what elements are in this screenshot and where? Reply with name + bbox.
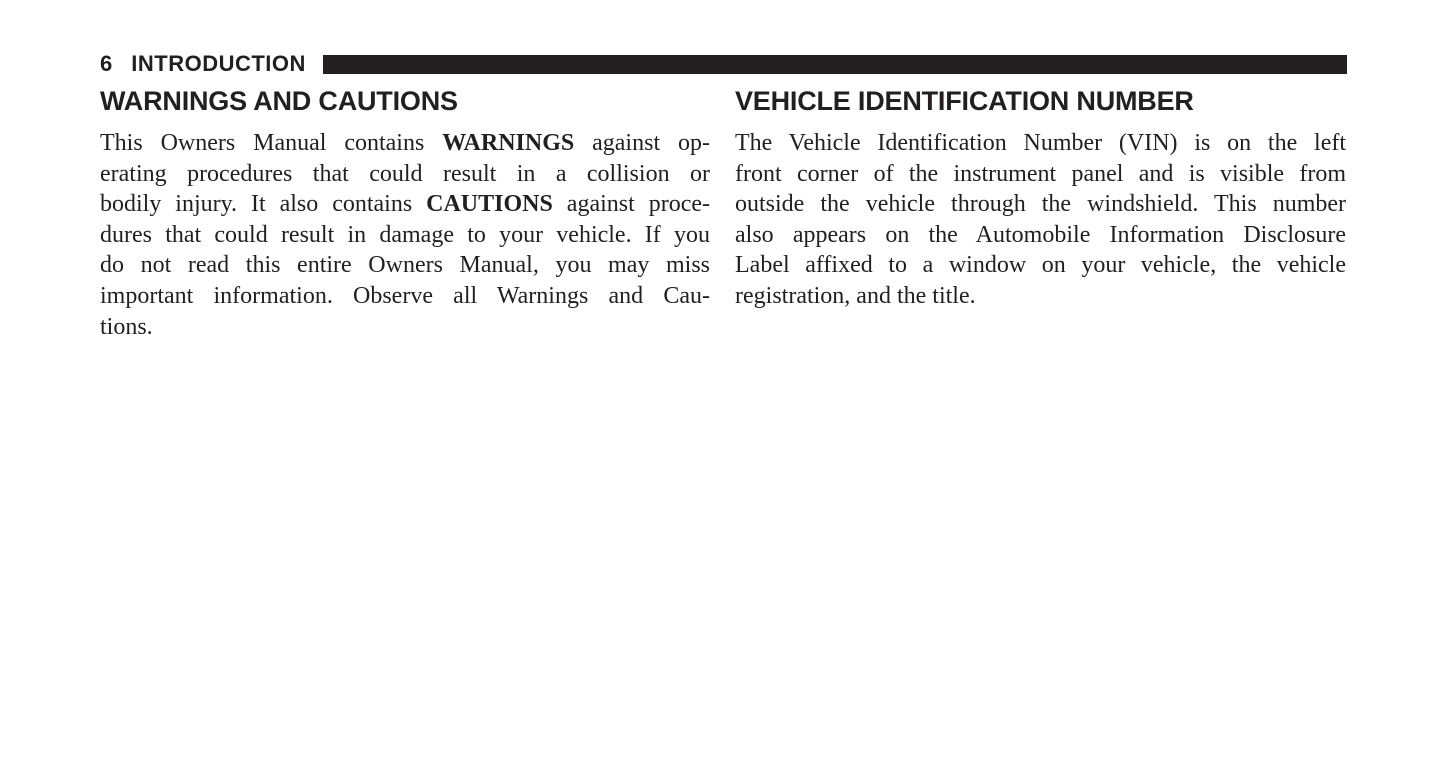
heading-warnings-and-cautions: WARNINGS AND CAUTIONS (100, 86, 458, 116)
paragraph-line: front corner of the instrument panel and is visible from (735, 160, 1346, 187)
column-warnings-cautions (100, 88, 710, 342)
paragraph-line: The Vehicle Identification Number (VIN) is on the left (735, 130, 1346, 156)
paragraph-line: important information. Observe all Warnings and Cau- (100, 282, 710, 309)
section-title: INTRODUCTION (131, 51, 306, 76)
paragraph-line: also appears on the Automobile Information Disclosure (735, 221, 1346, 248)
header-rule-bar (323, 55, 1347, 74)
paragraph-line: dures that could result in damage to your vehicle. If you (100, 221, 710, 248)
paragraph-warnings-cautions (100, 128, 710, 342)
paragraph-line: registration, and the title. (735, 282, 976, 309)
page-header (100, 51, 1347, 76)
paragraph-line: This Owners Manual contains WARNINGS against op- (100, 130, 710, 156)
paragraph-line: tions. (100, 313, 153, 340)
paragraph-line: outside the vehicle through the windshield. This number (735, 191, 1346, 218)
paragraph-line: do not read this entire Owners Manual, you may miss (100, 252, 710, 279)
heading-vehicle-identification-number: VEHICLE IDENTIFICATION NUMBER (735, 86, 1194, 116)
paragraph-line: erating procedures that could result in a collision or (100, 160, 710, 187)
column-vehicle-identification (735, 88, 1346, 312)
paragraph-line: bodily injury. It also contains CAUTIONS against proce- (100, 191, 711, 218)
paragraph-vehicle-identification (735, 128, 1346, 312)
paragraph-line: Label affixed to a window on your vehicle, the vehicle (735, 252, 1346, 279)
page-number: 6 (100, 51, 113, 76)
